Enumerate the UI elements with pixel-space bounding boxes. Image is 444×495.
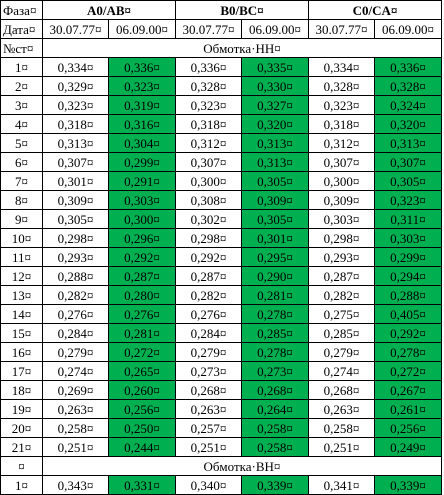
highlighted-value-cell: 0,288¤ bbox=[375, 286, 442, 305]
table-row bbox=[1, 476, 442, 495]
highlighted-value-cell: 0,313¤ bbox=[242, 153, 309, 172]
row-number-cell: 19¤ bbox=[1, 400, 43, 419]
value-cell: 0,274¤ bbox=[309, 362, 375, 381]
highlighted-value-cell: 0,300¤ bbox=[109, 210, 176, 229]
value-cell: 0,328¤ bbox=[176, 77, 242, 96]
date-cell: 30.07.77¤ bbox=[309, 20, 375, 39]
highlighted-value-cell: 0,296¤ bbox=[109, 229, 176, 248]
value-cell: 0,302¤ bbox=[176, 210, 242, 229]
value-cell: 0,307¤ bbox=[43, 153, 109, 172]
value-cell: 0,309¤ bbox=[309, 191, 375, 210]
highlighted-value-cell: 0,339¤ bbox=[375, 476, 442, 495]
table-row bbox=[1, 115, 442, 134]
table-row bbox=[1, 134, 442, 153]
highlighted-value-cell: 0,311¤ bbox=[375, 210, 442, 229]
value-cell: 0,284¤ bbox=[176, 324, 242, 343]
value-cell: 0,308¤ bbox=[176, 191, 242, 210]
highlighted-value-cell: 0,320¤ bbox=[242, 115, 309, 134]
date-header-row bbox=[1, 20, 442, 39]
highlighted-value-cell: 0,292¤ bbox=[109, 248, 176, 267]
value-cell: 0,279¤ bbox=[176, 343, 242, 362]
highlighted-value-cell: 0,323¤ bbox=[375, 191, 442, 210]
date-cell: 06.09.00¤ bbox=[242, 20, 309, 39]
table-row bbox=[1, 305, 442, 324]
highlighted-value-cell: 0,280¤ bbox=[109, 286, 176, 305]
value-cell: 0,263¤ bbox=[176, 400, 242, 419]
highlighted-value-cell: 0,299¤ bbox=[375, 248, 442, 267]
row-number-cell: 1¤ bbox=[1, 476, 43, 495]
highlighted-value-cell: 0,281¤ bbox=[109, 324, 176, 343]
value-cell: 0,292¤ bbox=[176, 248, 242, 267]
value-cell: 0,251¤ bbox=[43, 438, 109, 457]
highlighted-value-cell: 0,305¤ bbox=[242, 172, 309, 191]
number-label: №ст¤ bbox=[1, 39, 43, 58]
row-number-cell: 14¤ bbox=[1, 305, 43, 324]
highlighted-value-cell: 0,268¤ bbox=[242, 381, 309, 400]
value-cell: 0,343¤ bbox=[43, 476, 109, 495]
value-cell: 0,312¤ bbox=[176, 134, 242, 153]
value-cell: 0,329¤ bbox=[43, 77, 109, 96]
value-cell: 0,341¤ bbox=[309, 476, 375, 495]
value-cell: 0,298¤ bbox=[176, 229, 242, 248]
row-number-cell: 13¤ bbox=[1, 286, 43, 305]
empty-cell-marker: ¤ bbox=[1, 457, 43, 476]
section-title: Обмотка·НН¤ bbox=[43, 39, 442, 58]
table-row bbox=[1, 153, 442, 172]
table-row bbox=[1, 419, 442, 438]
table-row bbox=[1, 96, 442, 115]
value-cell: 0,323¤ bbox=[43, 96, 109, 115]
value-cell: 0,309¤ bbox=[43, 191, 109, 210]
table-row bbox=[1, 381, 442, 400]
highlighted-value-cell: 0,278¤ bbox=[375, 343, 442, 362]
row-number-cell: 21¤ bbox=[1, 438, 43, 457]
highlighted-value-cell: 0,261¤ bbox=[375, 400, 442, 419]
phase-b-header: B0/BC¤ bbox=[176, 1, 309, 20]
row-number-cell: 3¤ bbox=[1, 96, 43, 115]
table-row bbox=[1, 400, 442, 419]
highlighted-value-cell: 0,260¤ bbox=[109, 381, 176, 400]
row-number-cell: 12¤ bbox=[1, 267, 43, 286]
value-cell: 0,276¤ bbox=[43, 305, 109, 324]
row-number-cell: 11¤ bbox=[1, 248, 43, 267]
row-number-cell: 7¤ bbox=[1, 172, 43, 191]
highlighted-value-cell: 0,319¤ bbox=[109, 96, 176, 115]
highlighted-value-cell: 0,313¤ bbox=[375, 134, 442, 153]
value-cell: 0,268¤ bbox=[176, 381, 242, 400]
date-label: Дата¤ bbox=[1, 20, 43, 39]
value-cell: 0,303¤ bbox=[309, 210, 375, 229]
highlighted-value-cell: 0,256¤ bbox=[375, 419, 442, 438]
highlighted-value-cell: 0,331¤ bbox=[109, 476, 176, 495]
row-number-cell: 15¤ bbox=[1, 324, 43, 343]
value-cell: 0,263¤ bbox=[309, 400, 375, 419]
phase-c-header: C0/CA¤ bbox=[309, 1, 442, 20]
table-row bbox=[1, 267, 442, 286]
value-cell: 0,282¤ bbox=[176, 286, 242, 305]
highlighted-value-cell: 0,336¤ bbox=[375, 58, 442, 77]
date-cell: 30.07.77¤ bbox=[43, 20, 109, 39]
table-row bbox=[1, 210, 442, 229]
value-cell: 0,313¤ bbox=[43, 134, 109, 153]
highlighted-value-cell: 0,273¤ bbox=[242, 362, 309, 381]
highlighted-value-cell: 0,278¤ bbox=[242, 305, 309, 324]
date-cell: 06.09.00¤ bbox=[375, 20, 442, 39]
value-cell: 0,298¤ bbox=[43, 229, 109, 248]
highlighted-value-cell: 0,313¤ bbox=[242, 134, 309, 153]
row-number-cell: 8¤ bbox=[1, 191, 43, 210]
table-row bbox=[1, 172, 442, 191]
highlighted-value-cell: 0,276¤ bbox=[109, 305, 176, 324]
table-row bbox=[1, 286, 442, 305]
highlighted-value-cell: 0,327¤ bbox=[242, 96, 309, 115]
highlighted-value-cell: 0,299¤ bbox=[109, 153, 176, 172]
value-cell: 0,307¤ bbox=[309, 153, 375, 172]
value-cell: 0,298¤ bbox=[309, 229, 375, 248]
highlighted-value-cell: 0,250¤ bbox=[109, 419, 176, 438]
highlighted-value-cell: 0,294¤ bbox=[375, 267, 442, 286]
row-number-cell: 16¤ bbox=[1, 343, 43, 362]
value-cell: 0,258¤ bbox=[309, 419, 375, 438]
table-row bbox=[1, 362, 442, 381]
row-number-cell: 18¤ bbox=[1, 381, 43, 400]
value-cell: 0,318¤ bbox=[176, 115, 242, 134]
section-vn-row bbox=[1, 457, 442, 476]
highlighted-value-cell: 0,330¤ bbox=[242, 77, 309, 96]
value-cell: 0,268¤ bbox=[309, 381, 375, 400]
highlighted-value-cell: 0,272¤ bbox=[375, 362, 442, 381]
row-number-cell: 2¤ bbox=[1, 77, 43, 96]
value-cell: 0,300¤ bbox=[176, 172, 242, 191]
highlighted-value-cell: 0,258¤ bbox=[242, 438, 309, 457]
value-cell: 0,284¤ bbox=[43, 324, 109, 343]
highlighted-value-cell: 0,335¤ bbox=[242, 58, 309, 77]
value-cell: 0,285¤ bbox=[309, 324, 375, 343]
highlighted-value-cell: 0,290¤ bbox=[242, 267, 309, 286]
highlighted-value-cell: 0,291¤ bbox=[109, 172, 176, 191]
highlighted-value-cell: 0,328¤ bbox=[375, 77, 442, 96]
value-cell: 0,307¤ bbox=[176, 153, 242, 172]
row-number-cell: 6¤ bbox=[1, 153, 43, 172]
highlighted-value-cell: 0,267¤ bbox=[375, 381, 442, 400]
table-row bbox=[1, 343, 442, 362]
table-row bbox=[1, 58, 442, 77]
highlighted-value-cell: 0,320¤ bbox=[375, 115, 442, 134]
date-cell: 30.07.77¤ bbox=[176, 20, 242, 39]
value-cell: 0,293¤ bbox=[43, 248, 109, 267]
value-cell: 0,301¤ bbox=[43, 172, 109, 191]
highlighted-value-cell: 0,285¤ bbox=[242, 324, 309, 343]
highlighted-value-cell: 0,305¤ bbox=[242, 210, 309, 229]
value-cell: 0,279¤ bbox=[43, 343, 109, 362]
highlighted-value-cell: 0,309¤ bbox=[242, 191, 309, 210]
highlighted-value-cell: 0,336¤ bbox=[109, 58, 176, 77]
section-title: Обмотка·ВН¤ bbox=[43, 457, 442, 476]
value-cell: 0,340¤ bbox=[176, 476, 242, 495]
value-cell: 0,269¤ bbox=[43, 381, 109, 400]
value-cell: 0,257¤ bbox=[176, 419, 242, 438]
value-cell: 0,274¤ bbox=[43, 362, 109, 381]
highlighted-value-cell: 0,303¤ bbox=[375, 229, 442, 248]
phase-a-header: A0/AB¤ bbox=[43, 1, 176, 20]
value-cell: 0,279¤ bbox=[309, 343, 375, 362]
row-number-cell: 4¤ bbox=[1, 115, 43, 134]
highlighted-value-cell: 0,405¤ bbox=[375, 305, 442, 324]
highlighted-value-cell: 0,304¤ bbox=[109, 134, 176, 153]
highlighted-value-cell: 0,278¤ bbox=[242, 343, 309, 362]
table-row bbox=[1, 191, 442, 210]
section-nn-row bbox=[1, 39, 442, 58]
value-cell: 0,258¤ bbox=[43, 419, 109, 438]
highlighted-value-cell: 0,305¤ bbox=[375, 172, 442, 191]
value-cell: 0,251¤ bbox=[176, 438, 242, 457]
highlighted-value-cell: 0,292¤ bbox=[375, 324, 442, 343]
value-cell: 0,273¤ bbox=[176, 362, 242, 381]
highlighted-value-cell: 0,249¤ bbox=[375, 438, 442, 457]
value-cell: 0,288¤ bbox=[43, 267, 109, 286]
highlighted-value-cell: 0,301¤ bbox=[242, 229, 309, 248]
highlighted-value-cell: 0,316¤ bbox=[109, 115, 176, 134]
phase-label: Фаза¤ bbox=[1, 1, 43, 20]
table-row bbox=[1, 324, 442, 343]
table-row bbox=[1, 229, 442, 248]
row-number-cell: 17¤ bbox=[1, 362, 43, 381]
table-row bbox=[1, 248, 442, 267]
highlighted-value-cell: 0,307¤ bbox=[375, 153, 442, 172]
value-cell: 0,275¤ bbox=[309, 305, 375, 324]
value-cell: 0,312¤ bbox=[309, 134, 375, 153]
value-cell: 0,287¤ bbox=[176, 267, 242, 286]
highlighted-value-cell: 0,324¤ bbox=[375, 96, 442, 115]
highlighted-value-cell: 0,258¤ bbox=[242, 419, 309, 438]
value-cell: 0,293¤ bbox=[309, 248, 375, 267]
row-number-cell: 9¤ bbox=[1, 210, 43, 229]
value-cell: 0,300¤ bbox=[309, 172, 375, 191]
row-number-cell: 1¤ bbox=[1, 58, 43, 77]
value-cell: 0,305¤ bbox=[43, 210, 109, 229]
highlighted-value-cell: 0,295¤ bbox=[242, 248, 309, 267]
highlighted-value-cell: 0,272¤ bbox=[109, 343, 176, 362]
highlighted-value-cell: 0,264¤ bbox=[242, 400, 309, 419]
highlighted-value-cell: 0,339¤ bbox=[242, 476, 309, 495]
value-cell: 0,287¤ bbox=[309, 267, 375, 286]
highlighted-value-cell: 0,287¤ bbox=[109, 267, 176, 286]
table-row bbox=[1, 438, 442, 457]
date-cell: 06.09.00¤ bbox=[109, 20, 176, 39]
table-row bbox=[1, 77, 442, 96]
value-cell: 0,318¤ bbox=[309, 115, 375, 134]
value-cell: 0,276¤ bbox=[176, 305, 242, 324]
value-cell: 0,263¤ bbox=[43, 400, 109, 419]
value-cell: 0,323¤ bbox=[176, 96, 242, 115]
value-cell: 0,334¤ bbox=[309, 58, 375, 77]
row-number-cell: 10¤ bbox=[1, 229, 43, 248]
value-cell: 0,318¤ bbox=[43, 115, 109, 134]
value-cell: 0,282¤ bbox=[309, 286, 375, 305]
value-cell: 0,336¤ bbox=[176, 58, 242, 77]
row-number-cell: 20¤ bbox=[1, 419, 43, 438]
value-cell: 0,323¤ bbox=[309, 96, 375, 115]
highlighted-value-cell: 0,244¤ bbox=[109, 438, 176, 457]
value-cell: 0,334¤ bbox=[43, 58, 109, 77]
value-cell: 0,282¤ bbox=[43, 286, 109, 305]
highlighted-value-cell: 0,256¤ bbox=[109, 400, 176, 419]
value-cell: 0,251¤ bbox=[309, 438, 375, 457]
row-number-cell: 5¤ bbox=[1, 134, 43, 153]
value-cell: 0,328¤ bbox=[309, 77, 375, 96]
highlighted-value-cell: 0,303¤ bbox=[109, 191, 176, 210]
highlighted-value-cell: 0,265¤ bbox=[109, 362, 176, 381]
highlighted-value-cell: 0,323¤ bbox=[109, 77, 176, 96]
phase-header-row bbox=[1, 1, 442, 20]
highlighted-value-cell: 0,281¤ bbox=[242, 286, 309, 305]
